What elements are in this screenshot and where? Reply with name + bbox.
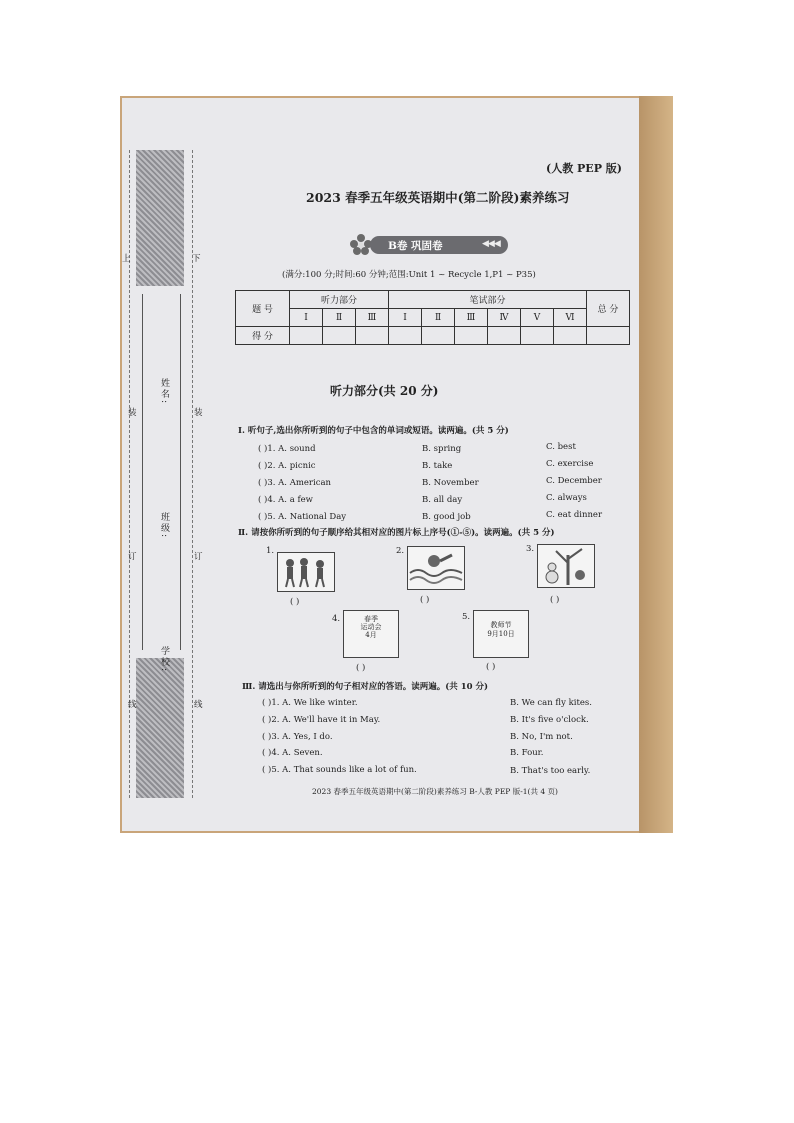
school-label: 学校: (159, 646, 169, 674)
p1-q2-c: C. exercise (546, 459, 594, 469)
roman-w1: Ⅰ (389, 309, 422, 327)
fold-line-right (192, 150, 193, 798)
roman-w3: Ⅲ (455, 309, 488, 327)
exam-info: (满分:100 分;时间:60 分钟;范围:Unit 1 ~ Recycle 1,P1 ~ P35) (282, 270, 536, 280)
score-cell[interactable] (521, 327, 554, 345)
p1-q4-a: ( )4. A. a few (258, 495, 313, 505)
pic4-text: 春季 运动会 4月 (360, 615, 382, 639)
part3-heading: Ⅲ. 请选出与你所听到的句子相对应的答语。读两遍。(共 10 分) (242, 682, 489, 692)
p1-q3-a: ( )3. A. American (258, 478, 332, 488)
score-cell[interactable] (389, 327, 422, 345)
picture-2-swim (407, 546, 465, 590)
p1-q2-a: ( )2. A. picnic (258, 461, 316, 471)
score-cell[interactable] (488, 327, 521, 345)
p3-q2-a: ( )2. A. We'll have it in May. (262, 715, 381, 725)
edition-label: (人教 PEP 版) (546, 162, 622, 175)
desk-edge (639, 96, 673, 833)
roman-l1: Ⅰ (290, 309, 323, 327)
p3-q5-b: B. That's too early. (510, 766, 591, 776)
score-cell[interactable] (587, 327, 630, 345)
margin-ding-left: 订 (128, 552, 137, 562)
class-label: 班级: (159, 512, 169, 540)
score-cell[interactable] (422, 327, 455, 345)
p1-q4-b: B. all day (422, 495, 463, 505)
picture-4-sports-meet (343, 610, 399, 658)
p3-q5-a: ( )5. A. That sounds like a lot of fun. (262, 765, 417, 775)
pic5-paren[interactable]: ( ) (486, 662, 496, 672)
score-cell[interactable] (290, 327, 323, 345)
score-cell[interactable] (554, 327, 587, 345)
p1-q1-c: C. best (546, 442, 576, 452)
roman-l3: Ⅲ (356, 309, 389, 327)
p1-q4-c: C. always (546, 493, 587, 503)
page-footer: 2023 春季五年级英语期中(第二阶段)素养练习 B-人教 PEP 版-1(共 4 页) (312, 787, 558, 796)
roman-w4: Ⅳ (488, 309, 521, 327)
writing-header: 笔试部分 (389, 291, 587, 309)
col-header: 题 号 (236, 291, 290, 327)
margin-xian-right: 线 (194, 700, 203, 710)
picture-1-people (277, 552, 335, 592)
margin-zhuang-left: 装 (128, 408, 137, 418)
roman-w6: Ⅵ (554, 309, 587, 327)
pic4-paren[interactable]: ( ) (356, 663, 366, 673)
p1-q3-b: B. November (422, 478, 479, 488)
p3-q1-b: B. We can fly kites. (510, 698, 592, 708)
score-cell[interactable] (323, 327, 356, 345)
hatch-bottom (136, 658, 184, 798)
part2-heading: Ⅱ. 请按你所听到的句子顺序给其相对应的图片标上序号(①-⑤)。读两遍。(共 5 分) (238, 528, 555, 538)
p3-q3-b: B. No, I'm not. (510, 732, 573, 742)
margin-rule-2 (180, 294, 181, 650)
margin-ding-right: 订 (194, 552, 203, 562)
pic5-num: 5. (462, 612, 471, 622)
p1-q5-a: ( )5. A. National Day (258, 512, 347, 522)
section-title: 听力部分(共 20 分) (330, 384, 439, 398)
pic4-num: 4. (332, 614, 341, 624)
margin-rule (142, 294, 143, 650)
arrows-icon: ◀◀◀ (482, 239, 500, 249)
p3-q4-b: B. Four. (510, 748, 544, 758)
part1-heading: Ⅰ. 听句子,选出你所听到的句子中包含的单词或短语。读两遍。(共 5 分) (238, 426, 509, 436)
picture-3-winter (537, 544, 595, 588)
p1-q3-c: C. December (546, 476, 602, 486)
p1-q5-c: C. eat dinner (546, 510, 603, 520)
pic3-paren[interactable]: ( ) (550, 595, 560, 605)
exam-title: 2023 春季五年级英语期中(第二阶段)素养练习 (306, 190, 570, 205)
pic3-num: 3. (526, 544, 535, 554)
banner (348, 232, 544, 258)
p3-q2-b: B. It's five o'clock. (510, 715, 589, 725)
margin-top-left: 上 (122, 254, 131, 264)
score-row-label: 得 分 (236, 327, 290, 345)
pic1-num: 1. (266, 546, 275, 556)
listening-header: 听力部分 (290, 291, 389, 309)
name-label: 姓名: (159, 378, 169, 406)
p3-q3-a: ( )3. A. Yes, I do. (262, 732, 333, 742)
roman-w5: Ⅴ (521, 309, 554, 327)
pic1-paren[interactable]: ( ) (290, 597, 300, 607)
score-cell[interactable] (455, 327, 488, 345)
score-table (235, 290, 630, 345)
pic2-paren[interactable]: ( ) (420, 595, 430, 605)
pic5-text: 教师节 9月10日 (487, 621, 515, 638)
roman-l2: Ⅱ (323, 309, 356, 327)
score-cell[interactable] (356, 327, 389, 345)
p1-q5-b: B. good job (422, 512, 471, 522)
margin-zhuang-right: 装 (194, 408, 203, 418)
margin-xian-left: 线 (128, 700, 137, 710)
p1-q1-a: ( )1. A. sound (258, 444, 316, 454)
pic2-num: 2. (396, 546, 405, 556)
p3-q4-a: ( )4. A. Seven. (262, 748, 323, 758)
roman-w2: Ⅱ (422, 309, 455, 327)
photo-frame (120, 96, 673, 833)
exam-paper (122, 98, 639, 831)
margin-top-right: 下 (192, 254, 201, 264)
p1-q2-b: B. take (422, 461, 453, 471)
hatch-top (136, 150, 184, 286)
total-header: 总 分 (587, 291, 630, 327)
p3-q1-a: ( )1. A. We like winter. (262, 698, 358, 708)
banner-label: B卷 巩固卷 (388, 240, 443, 252)
picture-5-teachers-day (473, 610, 529, 658)
p1-q1-b: B. spring (422, 444, 462, 454)
